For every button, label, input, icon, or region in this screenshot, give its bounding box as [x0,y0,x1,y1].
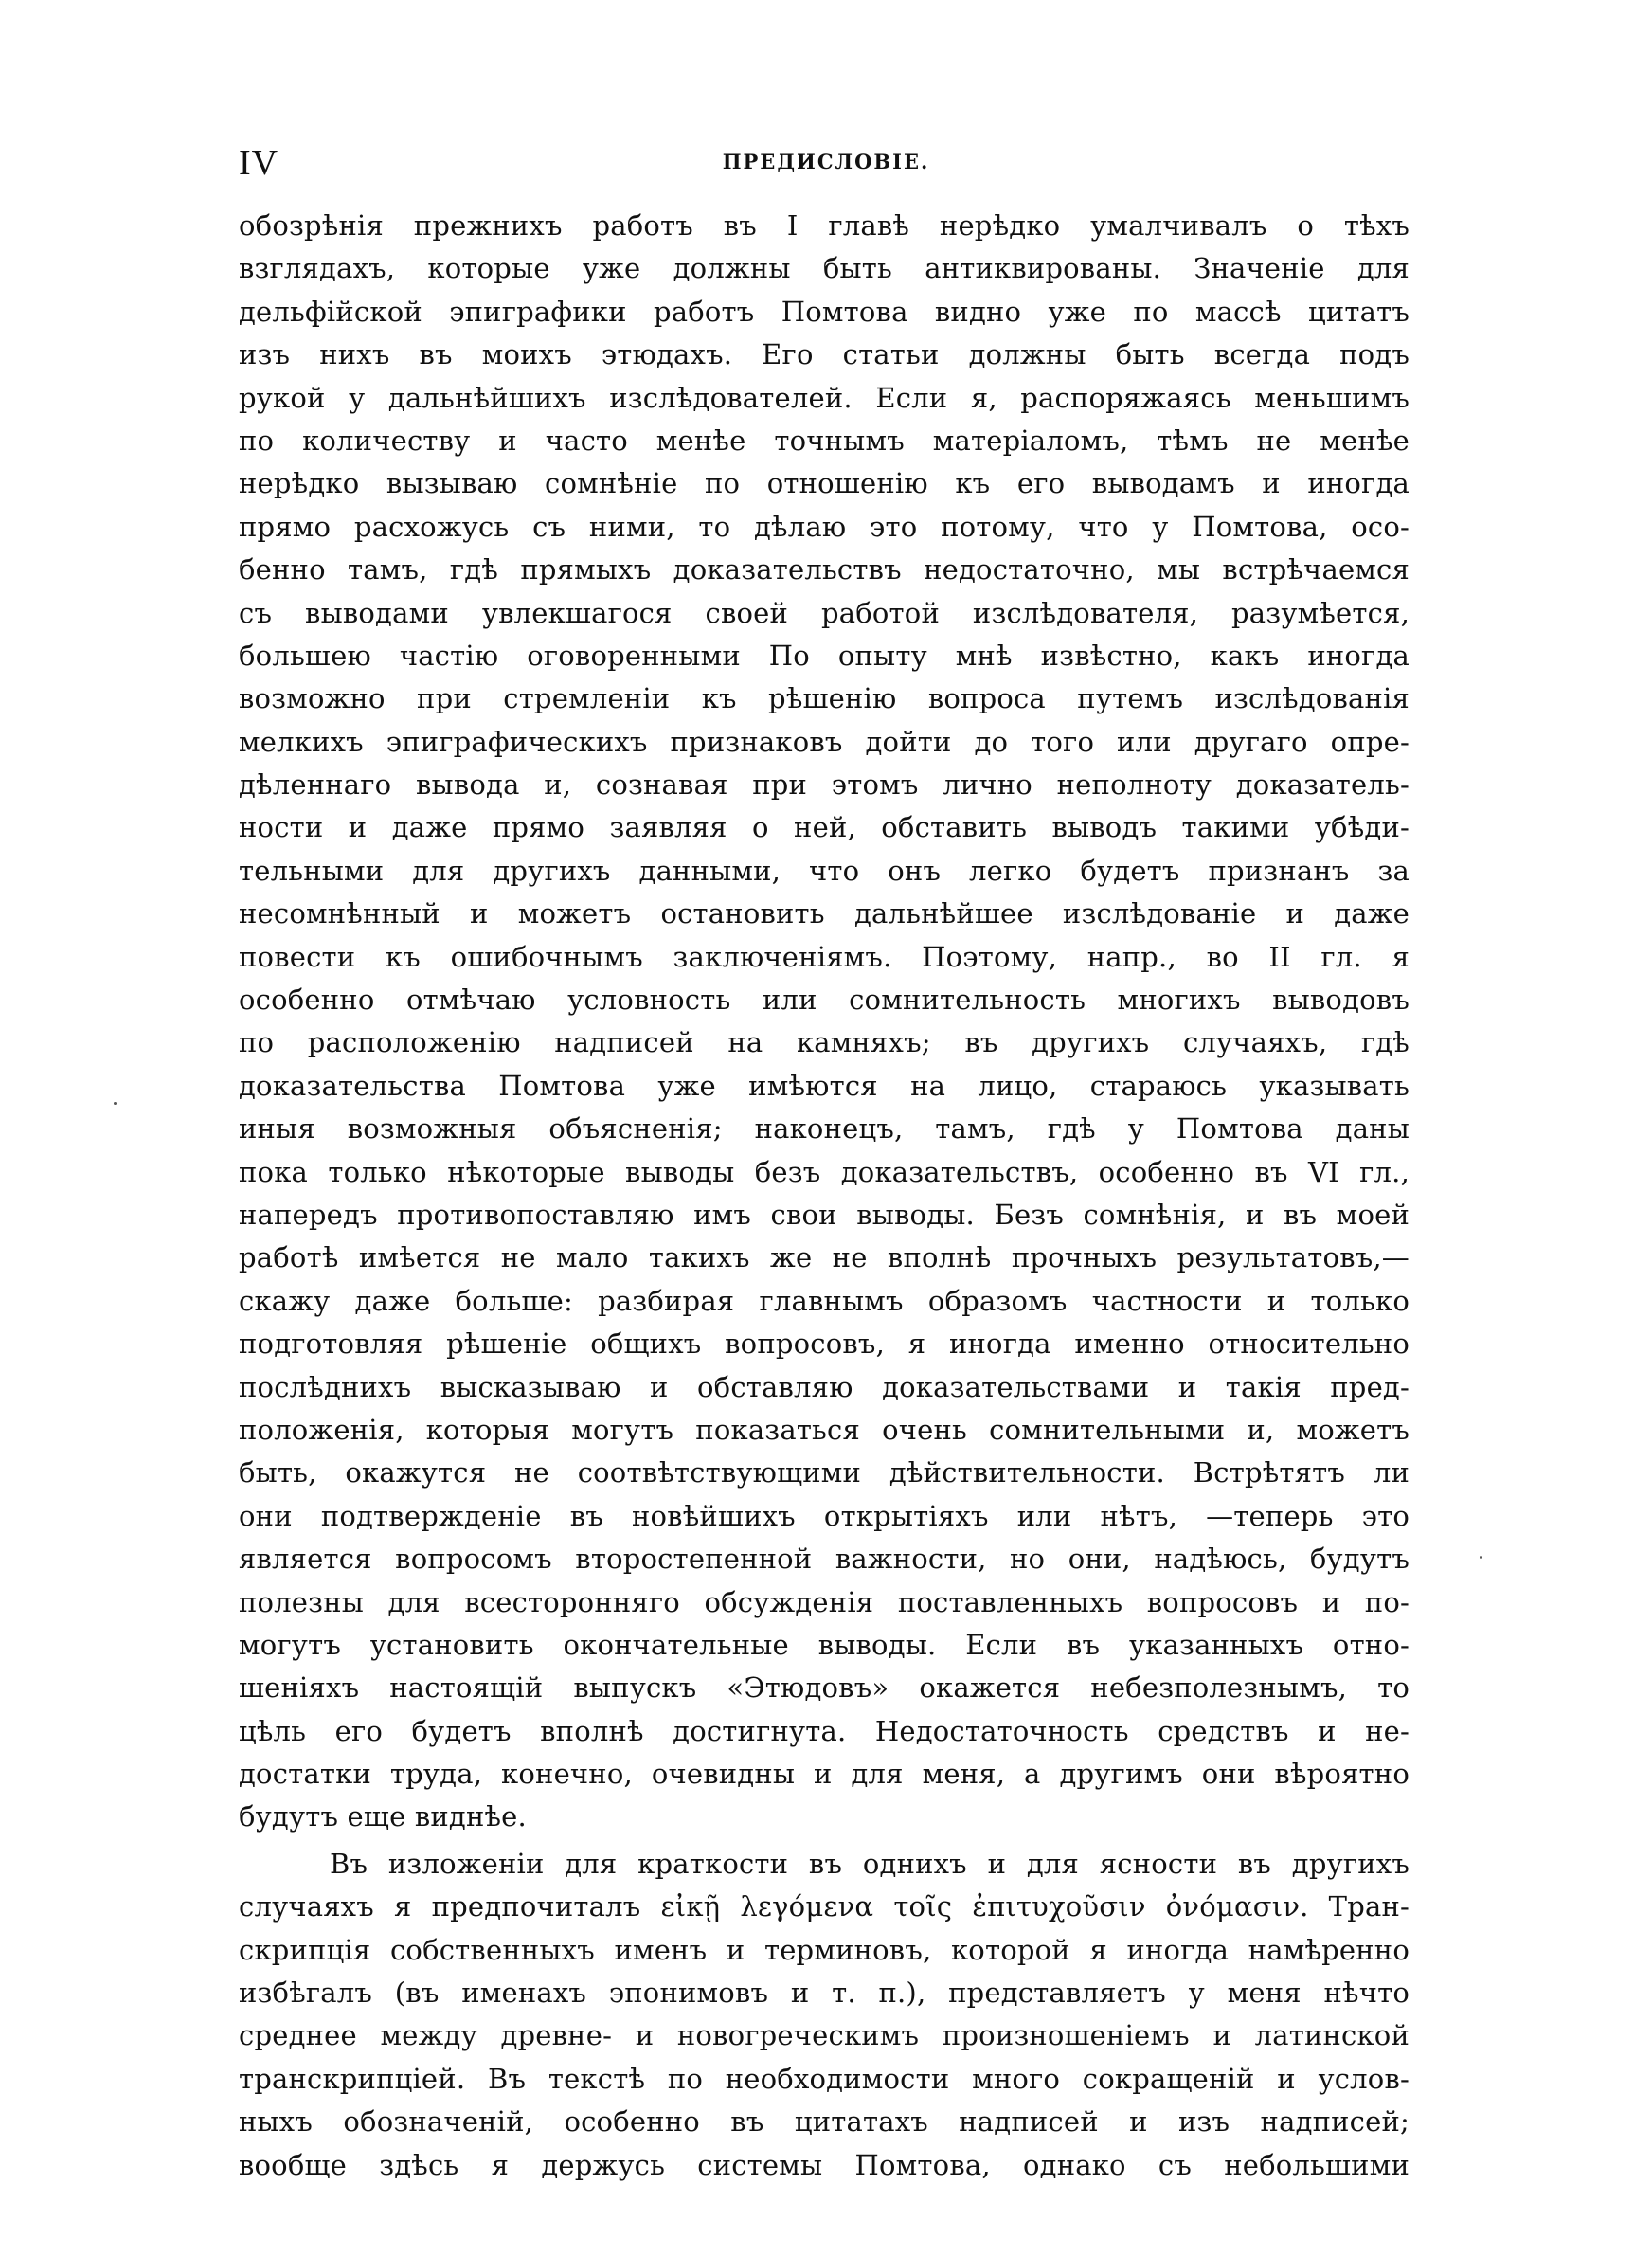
text-line: мелкихъ эпиграфическихъ признаковъ дойти до того или другаго опре- [239,725,1410,758]
text-line: Въ изложеніи для краткости въ однихъ и для ясности въ другихъ [330,1847,1410,1880]
text-line: шеніяхъ настоящій выпускъ «Этюдовъ» окажется небезполезнымъ, то [239,1671,1410,1705]
text-line: среднее между древне- и новогреческимъ произношеніемъ и латинской [239,2019,1410,2052]
text-line: скажу даже больше: разбирая главнымъ образомъ частности и только [239,1284,1410,1317]
text-line: они подтвержденіе въ новѣйшихъ открытіяхъ или нѣтъ, —теперь это [239,1499,1410,1532]
text-line: послѣднихъ высказываю и обставляю доказательствами и такія пред- [239,1370,1410,1403]
text-line: является вопросомъ второстепенной важности, но они, надѣюсь, будутъ [239,1543,1410,1576]
paragraph-1 [239,205,1410,1839]
text-line: нерѣдко вызываю сомнѣніе по отношенію къ его выводамъ и иногда [239,467,1410,500]
text-line: подготовляя рѣшеніе общихъ вопросовъ, я иногда именно относительно [239,1327,1410,1361]
paragraph-2 [239,1843,1410,2187]
text-line: доказательства Помтова уже имѣются на лицо, стараюсь указывать [239,1069,1410,1102]
text-line: иныя возможныя объясненія; наконецъ, тамъ, гдѣ у Помтова даны [239,1112,1410,1146]
text-line: повести къ ошибочнымъ заключеніямъ. Поэтому, напр., во II гл. я [239,940,1410,973]
text-line: прямо расхожусь съ ними, то дѣлаю это потому, что у Помтова, осо- [239,510,1410,543]
page-number: IV [239,143,279,183]
text-line: быть, окажутся не соотвѣтствующими дѣйствительности. Встрѣтятъ ли [239,1456,1410,1490]
text-line: вообще здѣсь я держусь системы Помтова, однако съ небольшими [239,2148,1410,2181]
text-line: ныхъ обозначеній, особенно въ цитатахъ надписей и изъ надписей; [239,2105,1410,2139]
text-line: по расположенію надписей на камняхъ; въ другихъ случаяхъ, гдѣ [239,1026,1410,1059]
text-line: положенія, которыя могутъ показаться очень сомнительными и, можетъ [239,1413,1410,1446]
text-line: по количеству и часто менѣе точнымъ матеріаломъ, тѣмъ не менѣе [239,424,1410,457]
text-line: возможно при стремленіи къ рѣшенію вопроса путемъ изслѣдованія [239,682,1410,715]
text-line: тельными для другихъ данными, что онъ легко будетъ признанъ за [239,854,1410,887]
page-header [239,142,1413,184]
text-line: транскрипціей. Въ текстѣ по необходимости много сокращеній и услов- [239,2062,1410,2095]
text-line: бенно тамъ, гдѣ прямыхъ доказательствъ недостаточно, мы встрѣчаемся [239,553,1410,587]
text-line: случаяхъ я предпочиталъ εἰκῇ λεγόμενα τοῖς ἐπιτυχοῦσιν ὀνόμασιν. Тран- [239,1890,1410,1923]
text-line: съ выводами увлекшагося своей работой изслѣдователя, разумѣется, [239,596,1410,629]
text-line: ности и даже прямо заявляя о ней, обставить выводъ такими убѣди- [239,811,1410,844]
text-line: избѣгалъ (въ именахъ эпонимовъ и т. п.), представляетъ у меня нѣчто [239,1977,1410,2010]
running-head: ПРЕДИСЛОВІЕ. [722,150,930,173]
scan-speck [114,1102,117,1105]
text-line: цѣль его будетъ вполнѣ достигнута. Недостаточность средствъ и не- [239,1714,1410,1747]
text-line: изъ нихъ въ моихъ этюдахъ. Его статьи должны быть всегда подъ [239,338,1410,371]
text-line: взглядахъ, которые уже должны быть антиквированы. Значеніе для [239,252,1410,285]
text-line: пока только нѣкоторые выводы безъ доказательствъ, особенно въ VI гл., [239,1155,1410,1188]
text-line: могутъ установить окончательные выводы. Если въ указанныхъ отно- [239,1628,1410,1661]
text-line: несомнѣнный и можетъ остановить дальнѣйшее изслѣдованіе и даже [239,897,1410,930]
body-text [239,205,1410,2187]
text-line: особенно отмѣчаю условность или сомнительность многихъ выводовъ [239,984,1410,1017]
scan-speck [1480,1556,1482,1559]
text-line: достатки труда, конечно, очевидны и для меня, а другимъ они вѣроятно [239,1758,1410,1791]
text-line: дѣленнаго вывода и, сознавая при этомъ лично неполноту доказатель- [239,768,1410,802]
text-line: скрипція собственныхъ именъ и терминовъ, которой я иногда намѣренно [239,1933,1410,1966]
text-line: будутъ еще виднѣе. [239,1800,527,1833]
text-line: полезны для всесторонняго обсужденія поставленныхъ вопросовъ и по- [239,1585,1410,1618]
text-line: работѣ имѣется не мало такихъ же не вполнѣ прочныхъ результатовъ,— [239,1241,1410,1274]
text-line: большею частію оговоренными По опыту мнѣ извѣстно, какъ иногда [239,639,1410,672]
text-line: дельфійской эпиграфики работъ Помтова видно уже по массѣ цитатъ [239,295,1410,328]
text-line: обозрѣнія прежнихъ работъ въ I главѣ нерѣдко умалчивалъ о тѣхъ [239,209,1410,242]
text-line: рукой у дальнѣйшихъ изслѣдователей. Если я, распоряжаясь меньшимъ [239,381,1410,414]
text-line: напередъ противопоставляю имъ свои выводы. Безъ сомнѣнія, и въ моей [239,1198,1410,1231]
